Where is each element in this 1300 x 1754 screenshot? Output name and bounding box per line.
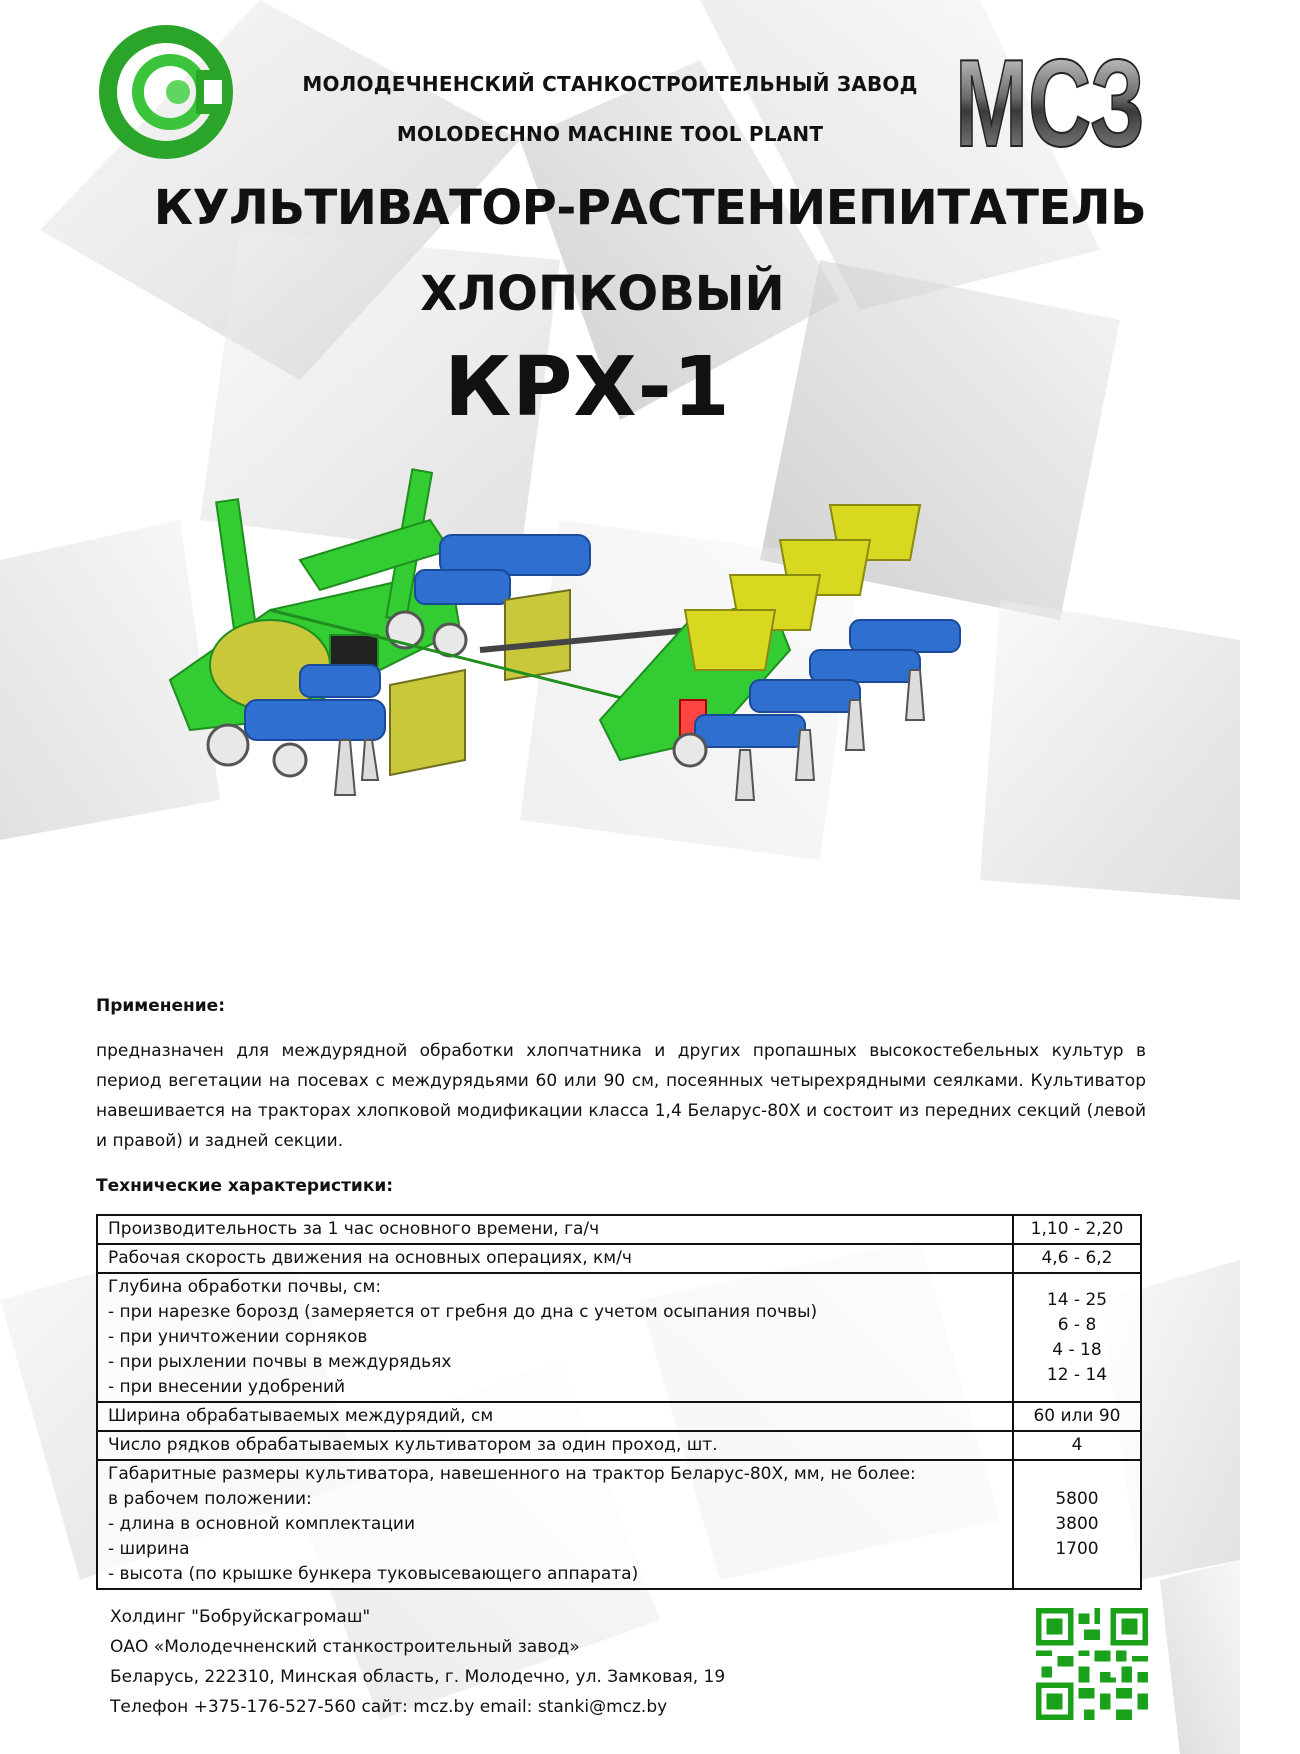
- spec-parameter-line: - ширина: [108, 1539, 190, 1559]
- product-title-line2: ХЛОПКОВЫЙ: [420, 266, 785, 322]
- footer-company: ОАО «Молодечненский станкостроительный завод»: [110, 1637, 580, 1657]
- footer-phone-site-email: Телефон +375-176-527-560 сайт: mcz.by email: stanki@mcz.by: [110, 1697, 668, 1717]
- spec-row: [97, 1244, 1141, 1273]
- spec-row: [97, 1431, 1141, 1460]
- rear-wheel: [674, 734, 706, 766]
- spec-value-line: 60 или 90: [1033, 1406, 1121, 1426]
- spec-value-line: 4,6 - 6,2: [1041, 1248, 1113, 1268]
- spec-parameter-line: Число рядков обрабатываемых культиватором за один проход, шт.: [108, 1435, 718, 1455]
- spec-value-line: 5800: [1055, 1489, 1099, 1509]
- spec-parameter-line: Габаритные размеры культиватора, навешенного на трактор Беларус-80Х, мм, не более:: [108, 1464, 916, 1484]
- spec-value: [1013, 1244, 1141, 1273]
- spec-value-line: 12 - 14: [1046, 1364, 1108, 1385]
- left-tines: [335, 740, 378, 795]
- footer-address: Беларусь, 222310, Минская область, г. Молодечно, ул. Замковая, 19: [110, 1667, 726, 1687]
- spec-parameter-line: - длина в основной комплектации: [108, 1514, 416, 1534]
- spec-parameter-line: в рабочем положении:: [108, 1489, 312, 1509]
- spec-parameter-line: Рабочая скорость движения на основных операциях, км/ч: [108, 1248, 632, 1268]
- brand-logo: [950, 35, 1150, 173]
- spec-row: [97, 1460, 1141, 1589]
- spec-value: [1013, 1402, 1141, 1431]
- spec-parameter-line: - при уничтожении сорняков: [108, 1327, 368, 1347]
- spec-row: [97, 1402, 1141, 1431]
- spec-value: [1013, 1215, 1141, 1244]
- spec-value: [1013, 1273, 1141, 1402]
- company-name-ru: МОЛОДЕЧНЕНСКИЙ СТАНКОСТРОИТЕЛЬНЫЙ ЗАВОД: [302, 72, 918, 96]
- spec-value-line: 3800: [1055, 1514, 1099, 1534]
- spec-parameter: [97, 1273, 1013, 1402]
- footer-holding: Холдинг "Бобруйскагромаш": [110, 1607, 371, 1627]
- spec-value-line: 14 - 25: [1046, 1289, 1108, 1310]
- spec-parameter-line: - при рыхлении почвы в междурядьях: [108, 1352, 452, 1372]
- qr-code: [1036, 1608, 1148, 1720]
- spec-parameter-line: Ширина обрабатываемых междурядий, см: [108, 1406, 494, 1426]
- spec-value-line: 6 - 8: [1057, 1314, 1097, 1335]
- spec-parameter: [97, 1402, 1013, 1431]
- spec-parameter: [97, 1215, 1013, 1244]
- spec-parameter-line: - высота (по крышке бункера туковысевающего аппарата): [108, 1564, 639, 1584]
- product-title-line1: КУЛЬТИВАТОР-РАСТЕНИЕПИТАТЕЛЬ: [153, 180, 1147, 236]
- spec-value-line: 4: [1071, 1435, 1083, 1455]
- spec-row: [97, 1273, 1141, 1402]
- spec-value: [1013, 1431, 1141, 1460]
- application-text: предназначен для междурядной обработки хлопчатника и других пропашных высокостебельных культур в период вегетации на посевах с междурядьями 60 или 90 см, посеянных четырехрядными сеялками. Культиватор навешивается на тракторах хлопковой модификации класса 1,4 Беларус-80Х и состоит из передних секций (левой и правой) и задней секции.: [96, 1041, 1146, 1151]
- spec-value-line: 1700: [1055, 1539, 1099, 1559]
- specs-table: [96, 1214, 1142, 1590]
- spec-parameter: [97, 1244, 1013, 1273]
- brand-text: МСЗ: [955, 35, 1145, 173]
- spec-row: [97, 1215, 1141, 1244]
- spec-value-line: 4 - 18: [1052, 1339, 1102, 1360]
- spec-parameter-line: - при внесении удобрений: [108, 1377, 346, 1397]
- spec-value: [1013, 1460, 1141, 1589]
- spec-parameter-line: - при нарезке борозд (замеряется от гребня до дна с учетом осыпания почвы): [108, 1302, 818, 1322]
- spec-parameter: [97, 1460, 1013, 1589]
- company-name-en: MOLODECHNO MACHINE TOOL PLANT: [396, 122, 824, 146]
- specs-heading: Технические характеристики:: [96, 1176, 394, 1196]
- cultivator-illustration: [150, 460, 1090, 910]
- spec-parameter-line: Производительность за 1 час основного времени, га/ч: [108, 1219, 600, 1239]
- footer-contacts: [110, 1602, 725, 1722]
- company-logo: [100, 26, 232, 158]
- spec-parameter-line: Глубина обработки почвы, см:: [108, 1277, 382, 1297]
- product-model: КРХ-1: [444, 340, 731, 435]
- spec-parameter: [97, 1431, 1013, 1460]
- application-heading: Применение:: [96, 996, 225, 1016]
- spec-value-line: 1,10 - 2,20: [1030, 1219, 1124, 1239]
